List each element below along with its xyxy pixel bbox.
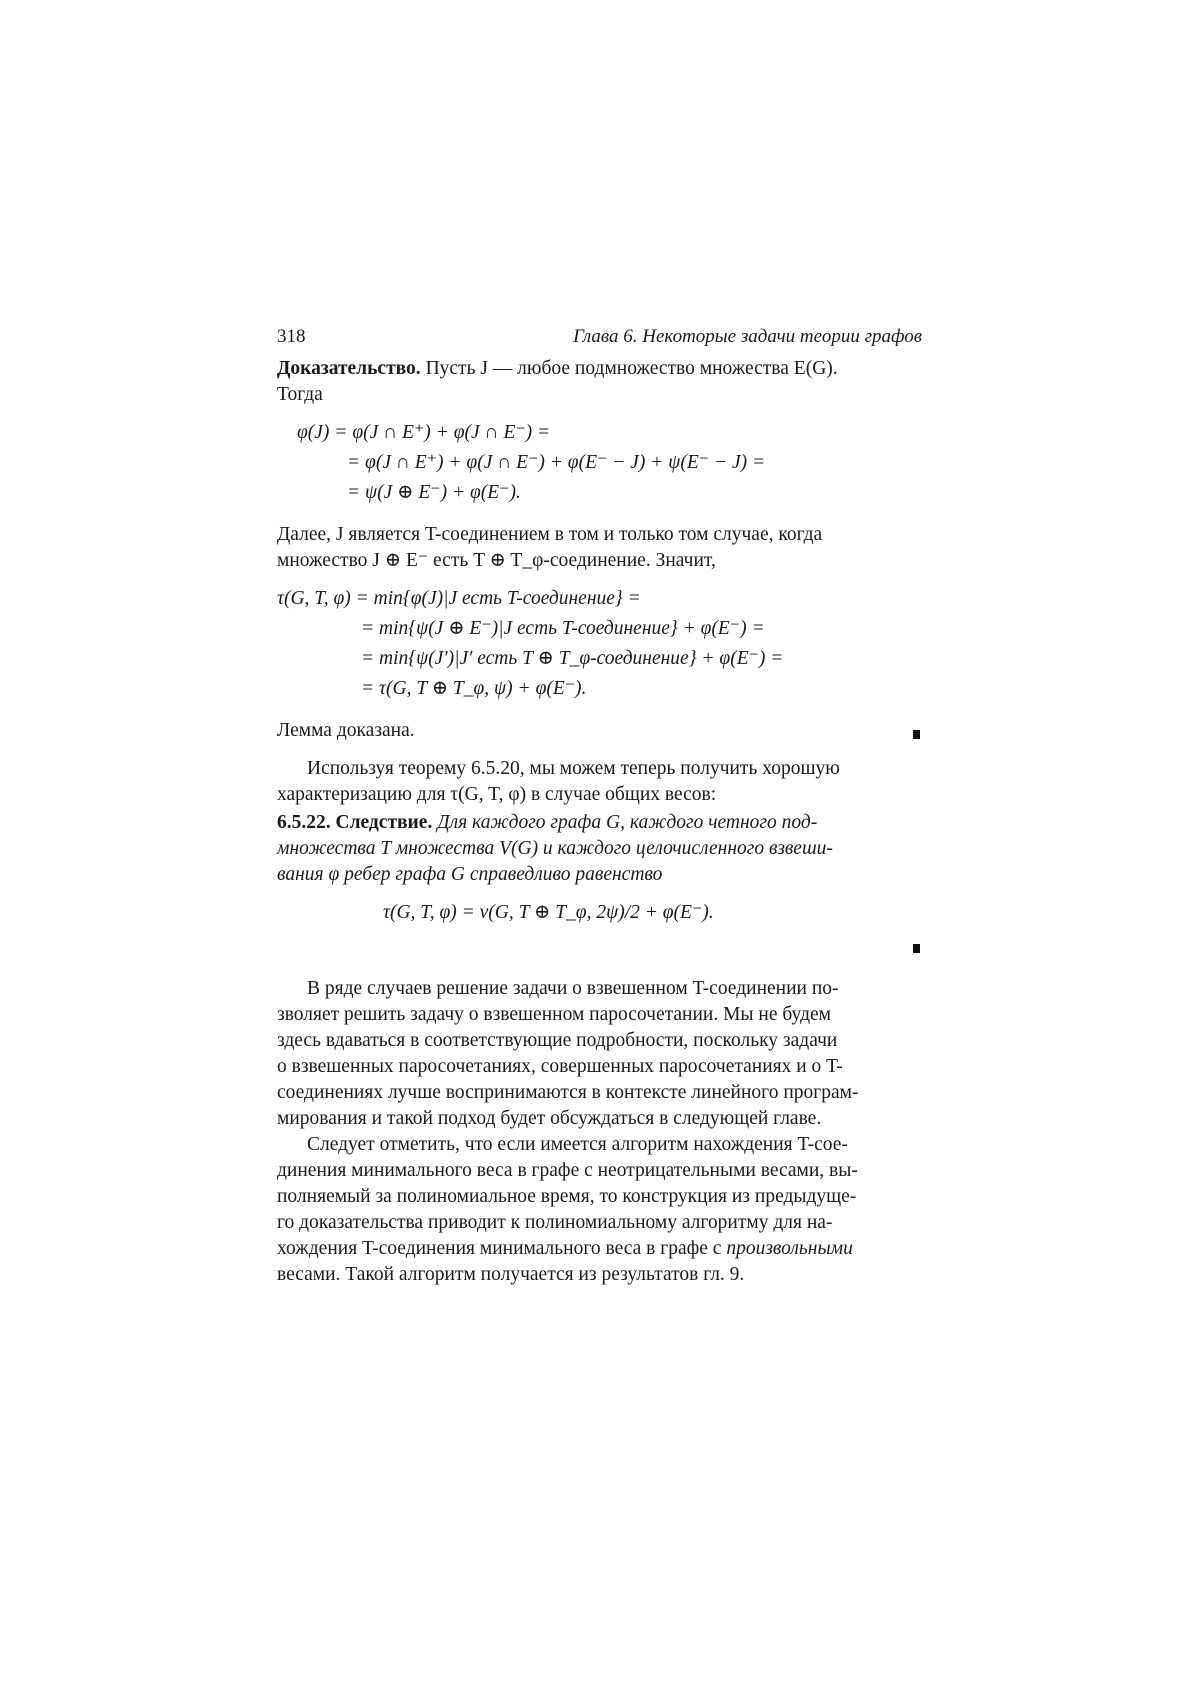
qed-mark — [913, 730, 920, 739]
corollary-line1: Для каждого графа G, каждого четного под- — [432, 812, 818, 833]
paragraph-5-line6: весами. Такой алгоритм получается из результатов гл. 9. — [277, 1264, 745, 1285]
page-header — [277, 326, 922, 352]
equation-2-line-1: τ(G, T, φ) = min{φ(J)|J есть T-соединение} = — [277, 588, 641, 609]
proof-label: Доказательство. — [277, 358, 421, 379]
paragraph-3-line2: характеризацию для τ(G, T, φ) в случае общих весов: — [277, 784, 717, 805]
equation-2-line-3: = min{ψ(J′)|J′ есть T ⊕ T_φ-соединение} + φ(E⁻) = — [361, 648, 784, 669]
paragraph-2 — [277, 522, 922, 574]
qed-mark-2 — [913, 944, 920, 953]
lemma-proved — [277, 718, 922, 744]
paragraph-4-line3: здесь вдаваться в соответствующие подробности, поскольку задачи — [277, 1030, 838, 1051]
equation-1-line-3: = ψ(J ⊕ E⁻) + φ(E⁻). — [347, 482, 521, 503]
paragraph-3-line1: Используя теорему 6.5.20, мы можем теперь получить хорошую — [307, 758, 840, 779]
paragraph-2-line2: множество J ⊕ E⁻ есть T ⊕ T_φ-соединение. Значит, — [277, 550, 716, 571]
lemma-proved-text: Лемма доказана. — [277, 720, 415, 741]
equation-2-line-4: = τ(G, T ⊕ T_φ, ψ) + φ(E⁻). — [361, 678, 587, 699]
paragraph-3 — [277, 756, 922, 808]
paragraph-2-line1: Далее, J является T-соединением в том и только том случае, когда — [277, 524, 823, 545]
corollary-label: 6.5.22. Следствие. — [277, 812, 433, 833]
corollary-formula: τ(G, T, φ) = ν(G, T ⊕ T_φ, 2ψ)/2 + φ(E⁻). — [383, 902, 714, 923]
paragraph-4-line6: мирования и такой подход будет обсуждаться в следующей главе. — [277, 1108, 822, 1129]
corollary-line3: вания φ ребер графа G справедливо равенство — [277, 864, 663, 885]
page-number: 318 — [277, 326, 306, 347]
paragraph-5-line5b: произвольными — [726, 1238, 853, 1259]
equation-1-line-1: φ(J) = φ(J ∩ E⁺) + φ(J ∩ E⁻) = — [297, 422, 551, 443]
running-head: Глава 6. Некоторые задачи теории графов — [573, 326, 922, 347]
equation-2-line-2: = min{ψ(J ⊕ E⁻)|J есть T-соединение} + φ(E⁻) = — [361, 618, 765, 639]
paragraph-4-line1: В ряде случаев решение задачи о взвешенном T-соединении по- — [307, 978, 839, 999]
paragraph-5-line3: полняемый за полиномиальное время, то конструкция из предыдуще- — [277, 1186, 857, 1207]
equation-1-line-2: = φ(J ∩ E⁺) + φ(J ∩ E⁻) + φ(E⁻ − J) + ψ(E⁻ − J) = — [347, 452, 766, 473]
corollary-line2: множества T множества V(G) и каждого целочисленного взвеши- — [277, 838, 833, 859]
paragraph-5-line5a: хождения T-соединения минимального веса в графе с — [277, 1238, 727, 1259]
paragraph-5-line4: го доказательства приводит к полиномиальному алгоритму для на- — [277, 1212, 833, 1233]
paragraph-4 — [277, 976, 922, 1132]
paragraph-5-line1: Следует отметить, что если имеется алгоритм нахождения T-сое- — [307, 1134, 848, 1155]
paragraph-4-line4: о взвешенных паросочетаниях, совершенных паросочетаниях и о T- — [277, 1056, 843, 1077]
paragraph-4-line5: соединениях лучше воспринимаются в контексте линейного програм- — [277, 1082, 859, 1103]
paragraph-4-line2: зволяет решить задачу о взвешенном паросочетании. Мы не будем — [277, 1004, 831, 1025]
proof-paragraph — [277, 356, 922, 408]
proof-text-line1: Пусть J — любое подмножество множества E(G). — [420, 358, 838, 379]
paragraph-5 — [277, 1132, 922, 1288]
paragraph-5-line2: динения минимального веса в графе с неотрицательными весами, вы- — [277, 1160, 858, 1181]
corollary — [277, 810, 922, 888]
proof-text-line2: Тогда — [277, 384, 323, 405]
